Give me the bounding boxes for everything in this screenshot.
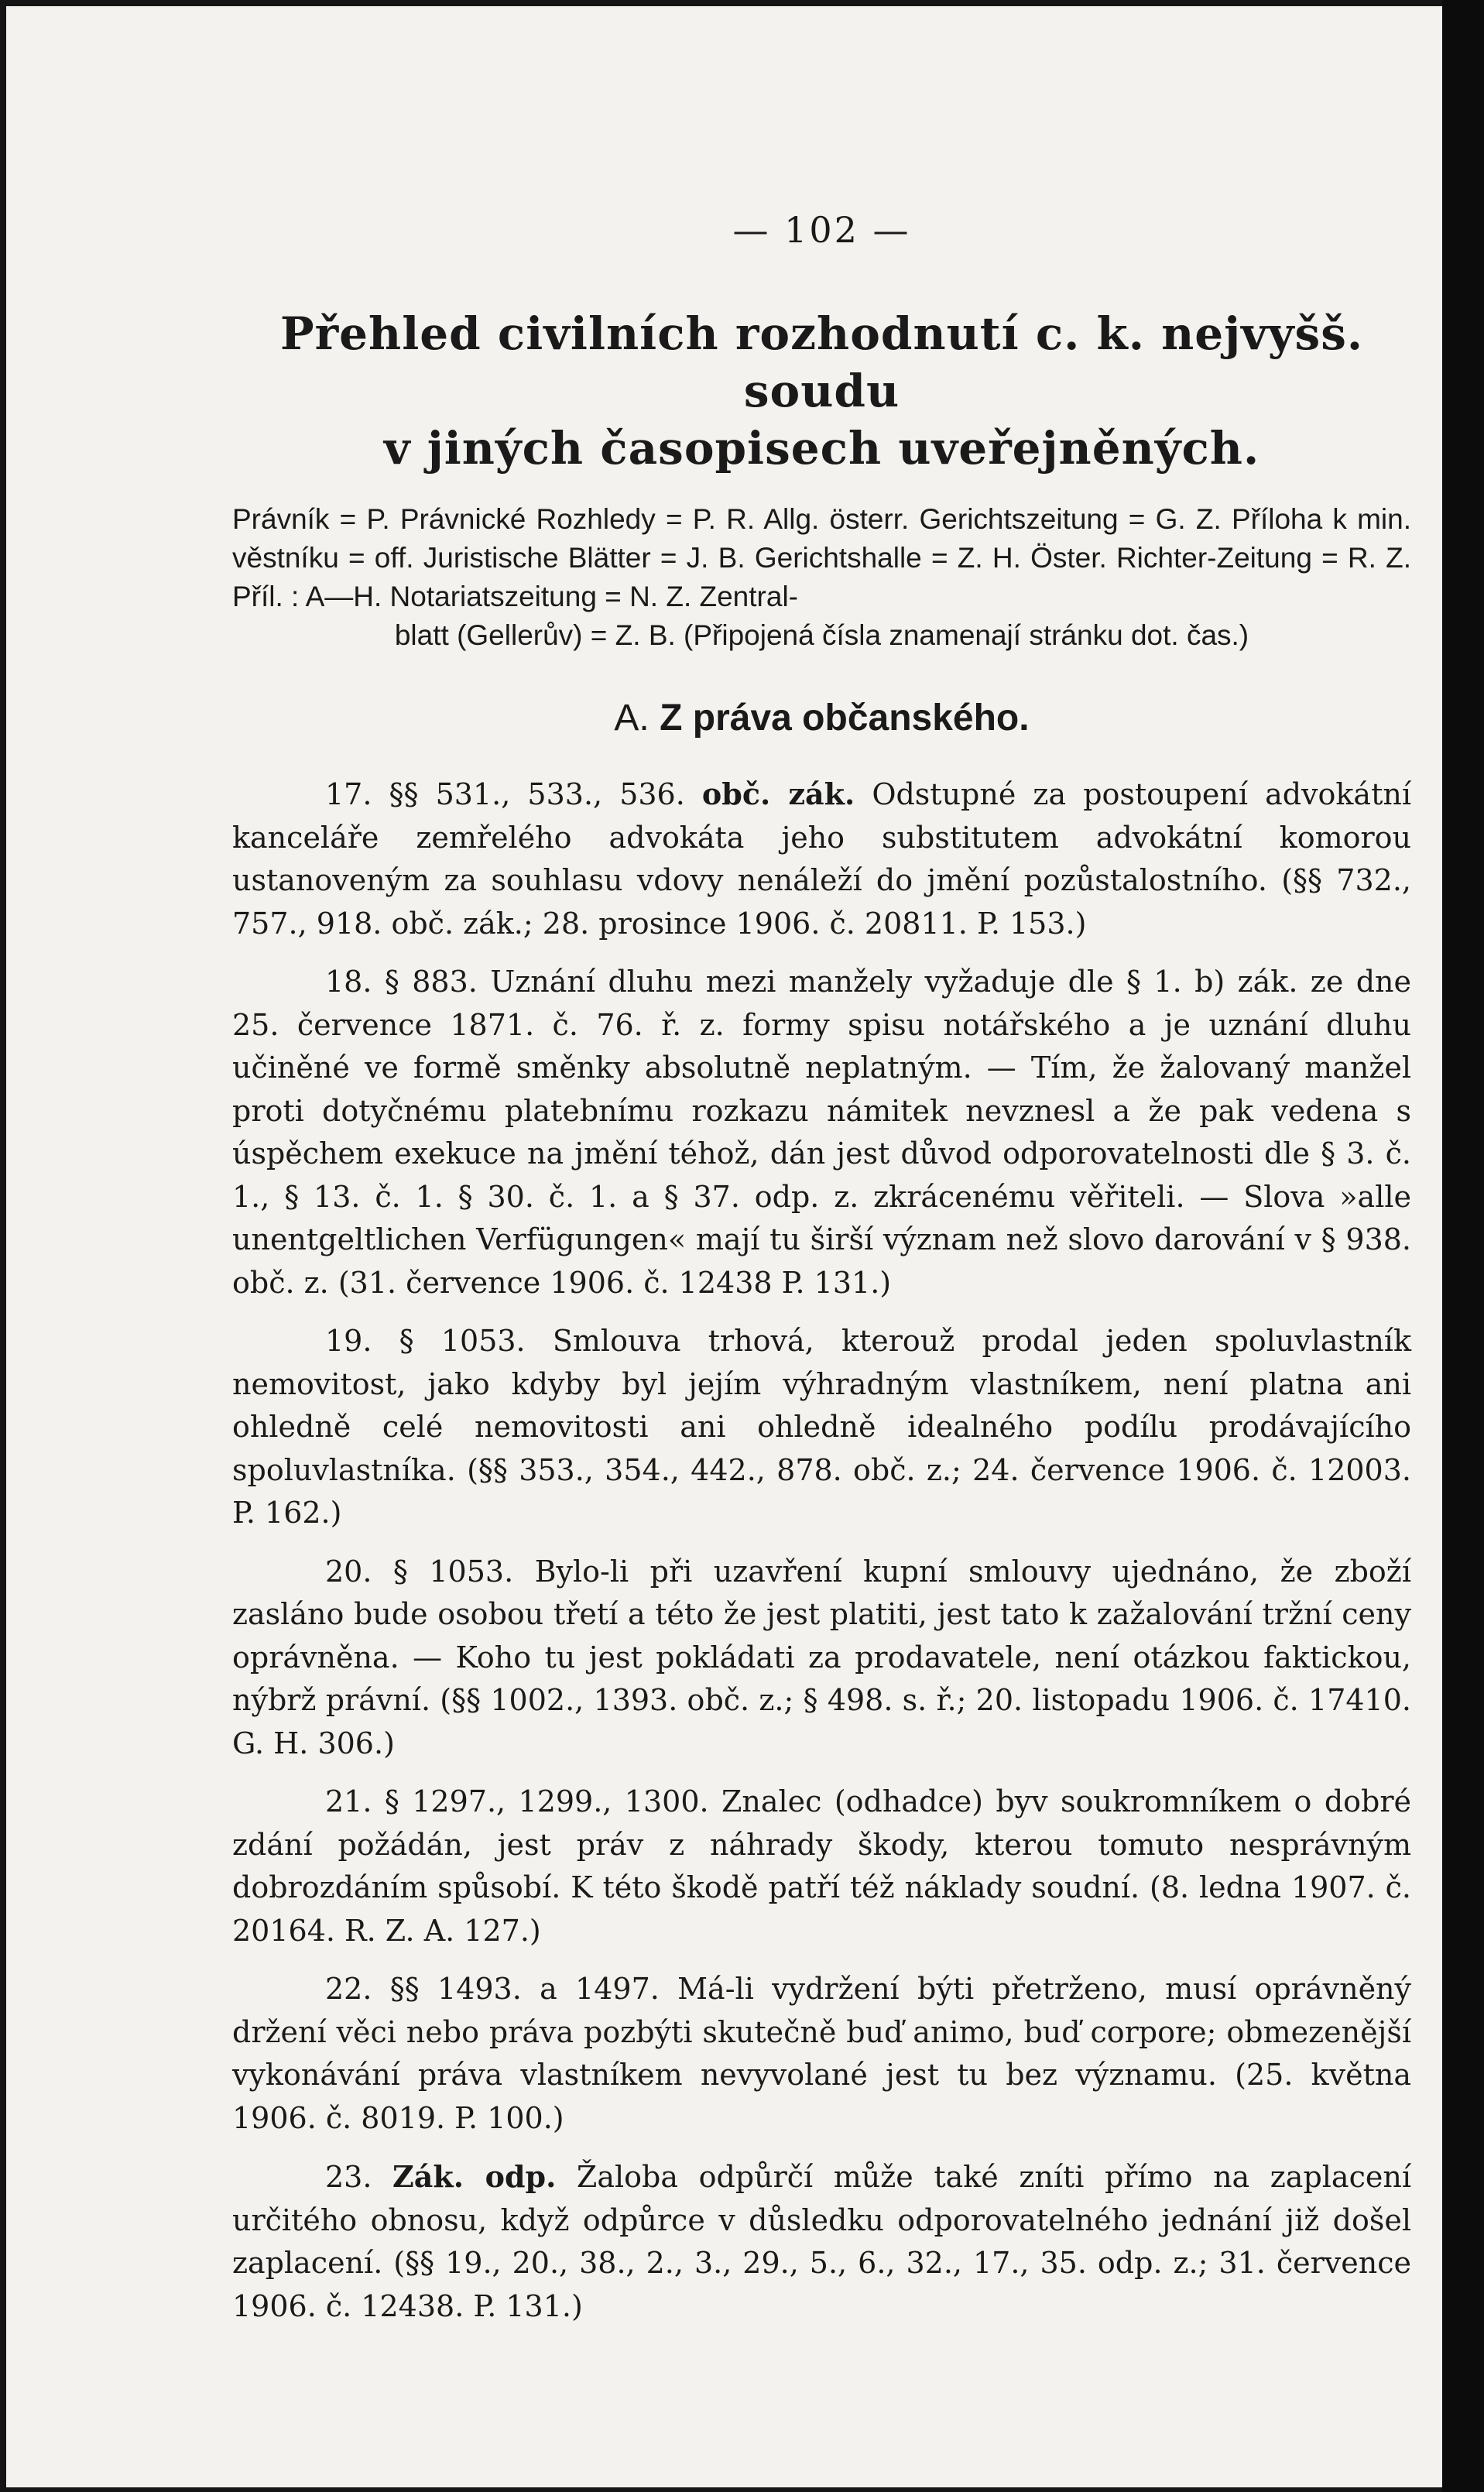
entry-ref: Zák. odp. (392, 2159, 557, 2194)
entry-lead: 17. §§ 531., 533., 536. (325, 777, 702, 811)
entry-23 (232, 2155, 1411, 2328)
entry-21 (232, 1781, 1411, 1952)
book-page (6, 6, 1442, 2487)
entry-text: Má-li vydržení býti přetrženo, musí oprávněný držení věci nebo práva pozbýti skutečně buď animo, buď corpore; obmezenější vykonávání práva vlastníkem nevyvolané jest tu bez významu. (25. května 1906. č. 8019. P. 100.) (232, 1972, 1412, 2135)
abbreviations-legend (232, 500, 1411, 655)
entry-17 (232, 773, 1411, 945)
entry-22 (232, 1968, 1411, 2140)
entry-ref: obč. zák. (701, 776, 855, 811)
entry-lead: 22. §§ 1493. a 1497. (325, 1972, 660, 2006)
page-content (232, 209, 1411, 2343)
entry-19 (232, 1320, 1411, 1535)
entry-text: Smlouva trhová, kterouž prodal jeden spoluvlastník nemovitost, jako kdyby byl jejím výhradným vlastníkem, není platna ani ohledně celé nemovitosti ani ohledně idealného podílu prodávajícího spoluvlastníka. (§§ 353., 354., 442., 878. obč. z.; 24. července 1906. č. 12003. P. 162.) (232, 1324, 1411, 1530)
entry-lead: 19. § 1053. (325, 1324, 526, 1358)
entry-lead: 20. § 1053. (325, 1554, 514, 1589)
entry-text: Uznání dluhu mezi manžely vyžaduje dle § 1. b) zák. ze dne 25. července 1871. č. 76. ř. z. formy spisu notářského a je uznání dluhu učiněné ve formě směnky absolutně neplatným. — Tím, že žalovaný manžel proti dotyčnému platebnímu rozkazu námitek nevznesl a že pak vedena s úspěchem exekuce na jmění téhož, dán jest důvod odporovatelnosti dle § 3. č. 1., § 13. č. 1. § 30. č. 1. a § 37. odp. z. zkrácenému věřiteli. — Slova »alle unentgeltlichen Verfügungen« mají tu širší význam než slovo darování v § 938. obč. z. (31. července 1906. č. 12438 P. 131.) (232, 965, 1411, 1300)
entry-lead: 23. (325, 2160, 392, 2194)
section-letter: A. (614, 698, 649, 739)
abbreviations-last-line: blatt (Gellerův) = Z. B. (Připojená čísla znamenají stránku dot. čas.) (394, 619, 1249, 651)
abbreviations-body: Právník = P. Právnické Rozhledy = P. R. Allg. österr. Gerichtszeitung = G. Z. Příloha k min. věstníku = off. Juristische Blätter = J. B. Gerichtshalle = Z. H. Öster. Richter-Zeitung = R. Z. Příl. : A—H. Notariatszeitung = N. Z. Zentral- (232, 503, 1411, 612)
entry-20 (232, 1551, 1411, 1766)
entry-text: Bylo-li při uzavření kupní smlouvy ujednáno, že zboží zasláno bude osobou třetí a této že jest platiti, jest tato k zažalování tržní ceny oprávněna. — Koho tu jest pokládati za prodavatele, není otázkou faktickou, nýbrž právní. (§§ 1002., 1393. obč. z.; § 498. s. ř.; 20. listopadu 1906. č. 17410. G. H. 306.) (232, 1554, 1411, 1760)
entry-text: Znalec (odhadce) byv soukromníkem o dobré zdání požádán, jest práv z náhrady škody, kterou tomuto nesprávným dobrozdáním spůsobí. K této škodě patří též náklady soudní. (8. ledna 1907. č. 20164. R. Z. A. 127.) (232, 1784, 1411, 1948)
entry-text: Odstupné za postoupení advokátní kanceláře zemřelého advokáta jeho substitutem advokátní komorou ustanoveným za souhlasu vdovy nenáleží do jmění pozůstalostního. (§§ 732., 757., 918. obč. zák.; 28. prosince 1906. č. 20811. P. 153.) (232, 777, 1411, 941)
entry-text: Žaloba odpůrčí může také zníti přímo na zaplacení určitého obnosu, když odpůrce v důsledku odporovatelného jednání již došel zaplacení. (§§ 19., 20., 38., 2., 3., 29., 5., 6., 32., 17., 35. odp. z.; 31. července 1906. č. 12438. P. 131.) (232, 2160, 1411, 2323)
title-line-2: v jiných časopisech uveřejněných. (383, 422, 1260, 475)
entry-18 (232, 961, 1411, 1304)
section-title: Z práva občanského. (660, 698, 1030, 739)
section-heading (232, 695, 1411, 742)
page-title (232, 305, 1411, 477)
page-number: — 102 — (732, 209, 911, 251)
title-line-1: Přehled civilních rozhodnutí c. k. nejvyšš. soudu (279, 307, 1364, 417)
entry-lead: 21. § 1297., 1299., 1300. (325, 1784, 709, 1818)
entry-lead: 18. § 883. (325, 965, 478, 999)
scan-border (1442, 0, 1484, 2492)
